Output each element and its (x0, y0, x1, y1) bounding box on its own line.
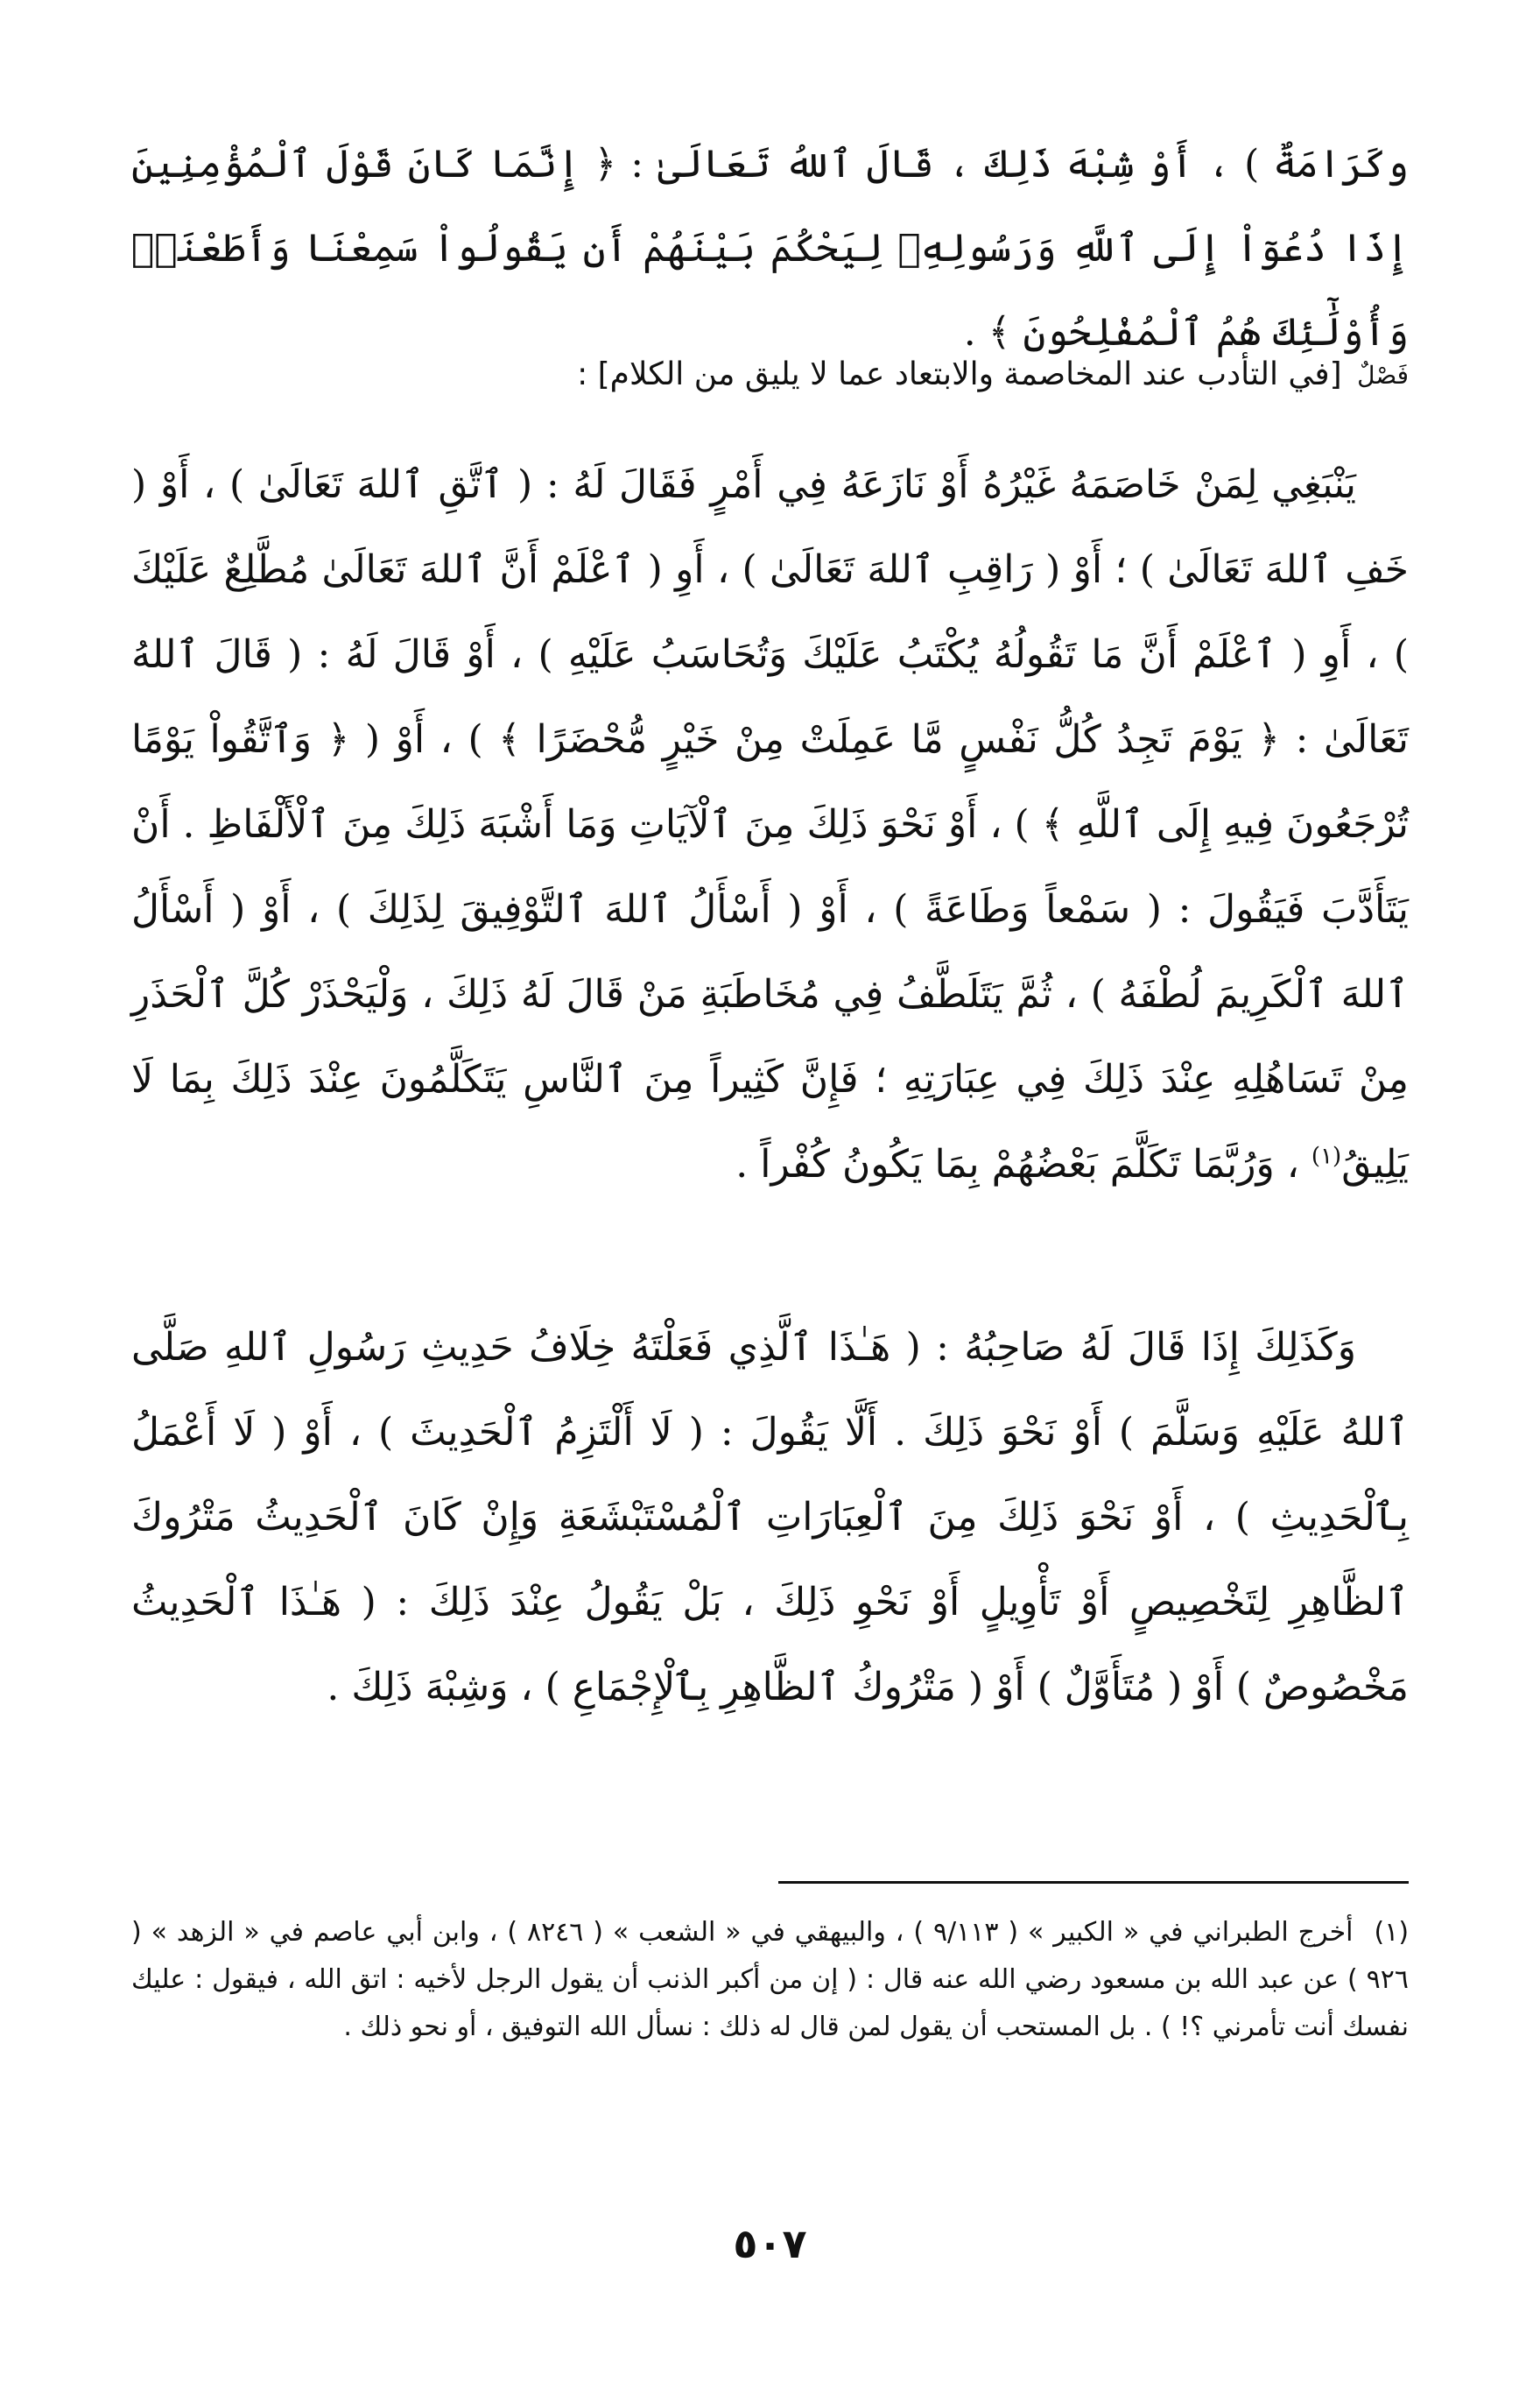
intro-text: وكَرَامَةٌ ) ، أَوْ شِبْهَ ذَلِكَ ، قَالَ ٱللهُ تَعَالَىٰ : ﴿ إِنَّمَا كَانَ قَوْلَ ٱلْمُؤْمِنِينَ إِذَا دُعُوٓاْ إِلَى ٱللَّهِ وَرَسُولِهِۦ لِيَحْكُمَ بَيْنَهُمْ أَن يَقُولُواْ سَمِعْنَا وَأَطَعْنَاۚ وَأُوْلَٰٓئِكَ هُمُ ٱلْمُفْلِحُونَ ﴾ . (131, 142, 1409, 355)
paragraph-1-text (131, 442, 1409, 1207)
paragraph-1-main: يَنْبَغِي لِمَنْ خَاصَمَهُ غَيْرُهُ أَوْ نَازَعَهُ فِي أَمْرٍ فَقَالَ لَهُ : ( ٱتَّقِ ٱللهَ تَعَالَىٰ ) ، أَوْ ( خَفِ ٱللهَ تَعَالَىٰ ) ؛ أَوْ ( رَاقِبِ ٱللهَ تَعَالَىٰ ) ، أَوِ ( ٱعْلَمْ أَنَّ ٱللهَ تَعَالَىٰ مُطَّلِعٌ عَلَيْكَ ) ، أَوِ ( ٱعْلَمْ أَنَّ مَا تَقُولُهُ يُكْتَبُ عَلَيْكَ وَتُحَاسَبُ عَلَيْهِ ) ، أَوْ قَالَ لَهُ : ( قَالَ ٱللهُ تَعَالَىٰ : ﴿ يَوْمَ تَجِدُ كُلُّ نَفْسٍ مَّا عَمِلَتْ مِنْ خَيْرٍ مُّحْضَرًا ﴾ ) ، أَوْ ( ﴿ وَٱتَّقُواْ يَوْمًا تُرْجَعُونَ فِيهِ إِلَى ٱللَّهِ ﴾ ) ، أَوْ نَحْوَ ذَلِكَ مِنَ ٱلْآيَاتِ وَمَا أَشْبَهَ ذَلِكَ مِنَ ٱلْأَلْفَاظِ . أَنْ يَتَأَدَّبَ فَيَقُولَ : ( سَمْعاً وَطَاعَةً ) ، أَوْ ( أَسْأَلُ ٱللهَ ٱلتَّوْفِيقَ لِذَلِكَ ) ، أَوْ ( أَسْأَلُ ٱللهَ ٱلْكَرِيمَ لُطْفَهُ ) ، ثُمَّ يَتَلَطَّفُ فِي مُخَاطَبَةِ مَنْ قَالَ لَهُ ذَلِكَ ، وَلْيَحْذَرْ كُلَّ ٱلْحَذَرِ مِنْ تَسَاهُلِهِ عِنْدَ ذَلِكَ فِي عِبَارَتِهِ ؛ فَإِنَّ كَثِيراً مِنَ ٱلنَّاسِ يَتَكَلَّمُونَ عِنْدَ ذَلِكَ بِمَا لَا يَلِيقُ (131, 462, 1410, 1187)
paragraph-2-text: وَكَذَلِكَ إِذَا قَالَ لَهُ صَاحِبُهُ : ( هَـٰذَا ٱلَّذِي فَعَلْتَهُ خِلَافُ حَدِيثِ رَسُولِ ٱللهِ صَلَّى ٱللهُ عَلَيْهِ وَسَلَّمَ ) أَوْ نَحْوَ ذَلِكَ . أَلَّا يَقُولَ : ( لَا أَلْتَزِمُ ٱلْحَدِيثَ ) ، أَوْ ( لَا أَعْمَلُ بِٱلْحَدِيثِ ) ، أَوْ نَحْوَ ذَلِكَ مِنَ ٱلْعِبَارَاتِ ٱلْمُسْتَبْشَعَةِ وَإِنْ كَانَ ٱلْحَدِيثُ مَتْرُوكَ ٱلظَّاهِرِ لِتَخْصِيصٍ أَوْ تَأْوِيلٍ أَوْ نَحْوِ ذَلِكَ ، بَلْ يَقُولُ عِنْدَ ذَلِكَ : ( هَـٰذَا ٱلْحَدِيثُ مَخْصُوصٌ ) أَوْ ( مُتَأَوَّلٌ ) أَوْ ( مَتْرُوكُ ٱلظَّاهِرِ بِٱلْإِجْمَاعِ ) ، وَشِبْهَ ذَلِكَ . (131, 1325, 1409, 1709)
section-label: فَصْلٌ (1357, 361, 1409, 390)
section-heading (131, 349, 1409, 402)
paragraph-1-tail: ، وَرُبَّمَا تَكَلَّمَ بَعْضُهُمْ بِمَا يَكُونُ كُفْراً . (735, 1142, 1311, 1187)
body-paragraph-1 (131, 442, 1409, 1207)
footnote-reference[interactable]: (١) (1311, 1143, 1342, 1170)
footnote-text: أخرج الطبراني في « الكبير » ( ٩/١١٣ ) ، والبيهقي في « الشعب » ( ٨٢٤٦ ) ، وابن أبي عاصم في « الزهد » ( ٩٢٦ ) عن عبد الله بن مسعود رضي الله عنه قال : ( إن من أكبر الذنب أن يقول الرجل لأخيه : اتق الله ، فيقول : عليك نفسك أنت تأمرني ؟! ) . بل المستحب أن يقول لمن قال له ذلك : نسأل الله التوفيق ، أو نحو ذلك . (131, 1917, 1409, 2042)
footnote (131, 1909, 1409, 2051)
intro-paragraph (131, 123, 1409, 375)
body-paragraph-2 (131, 1305, 1409, 1730)
section-title: [في التأدب عند المخاصمة والابتعاد عما لا يليق من الكلام] : (577, 356, 1342, 392)
footnote-number: (١) (1374, 1917, 1410, 1948)
page-number: ٥٠٧ (733, 2220, 807, 2267)
footnote-divider (778, 1881, 1409, 1884)
